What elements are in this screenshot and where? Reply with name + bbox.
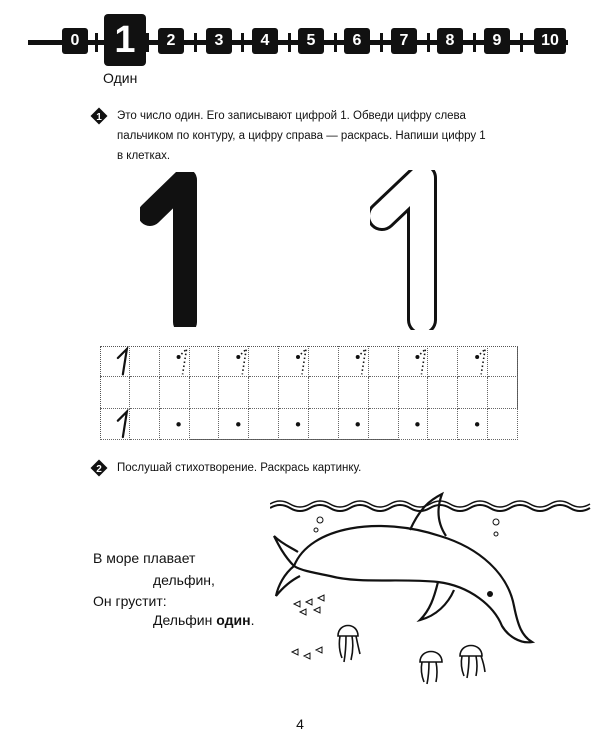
svg-text:1: 1	[96, 112, 102, 123]
trace-digit-one-icon	[477, 349, 485, 374]
trace-digit-one-icon	[417, 349, 425, 374]
trace-digit-one-icon	[298, 349, 306, 374]
number-10: 10	[534, 28, 566, 54]
poem-line: В море плавает	[93, 550, 196, 566]
number-line-tick	[146, 33, 149, 52]
dolphin-illustration	[270, 486, 595, 696]
task2-instructions: Послушай стихотворение. Раскрась картинку.	[117, 462, 362, 474]
trace-digit-one-icon	[179, 349, 187, 374]
poem-line: Он грустит:	[93, 593, 167, 609]
grid-guides	[100, 346, 518, 440]
trace-digit-one-icon	[358, 349, 366, 374]
task1-instructions	[117, 106, 577, 166]
sample-digit-one-icon	[118, 349, 127, 374]
number-6: 6	[344, 28, 370, 54]
number-line-tick	[194, 33, 197, 52]
number-line-tick	[520, 33, 523, 52]
number-line-tick	[334, 33, 337, 52]
start-dot	[356, 422, 360, 426]
start-dot	[296, 422, 300, 426]
page-number: 4	[296, 716, 304, 732]
number-7: 7	[391, 28, 417, 54]
number-1-highlighted: 1	[104, 14, 146, 66]
start-dot	[236, 422, 240, 426]
outline-digit-one-icon	[370, 170, 450, 330]
trace-digit-one-icon	[238, 349, 246, 374]
number-8: 8	[437, 28, 463, 54]
number-line-tick	[288, 33, 291, 52]
number-line-tick	[427, 33, 430, 52]
writing-grid[interactable]	[100, 346, 518, 440]
number-line-tick	[473, 33, 476, 52]
number-4: 4	[252, 28, 278, 54]
task1-line: пальчиком по контуру, а цифру справа — раскрась. Напиши цифру 1	[117, 130, 486, 142]
svg-text:2: 2	[96, 464, 102, 475]
task1-line: Это число один. Его записывают цифрой 1. Обведи цифру слева	[117, 110, 466, 122]
poem-line: Дельфин один.	[153, 612, 255, 628]
number-line-tick	[380, 33, 383, 52]
number-9: 9	[484, 28, 510, 54]
start-dot	[475, 422, 479, 426]
number-line-tick	[241, 33, 244, 52]
task-badge-2-icon	[90, 459, 108, 477]
number-3: 3	[206, 28, 232, 54]
start-dot	[415, 422, 419, 426]
number-2: 2	[158, 28, 184, 54]
number-5: 5	[298, 28, 324, 54]
start-dot	[176, 422, 180, 426]
task1-line: в клетках.	[117, 150, 171, 162]
poem-line: дельфин,	[153, 572, 215, 588]
number-line-tick	[95, 33, 98, 52]
solid-digit-one-icon	[140, 172, 210, 327]
task-badge-1-icon	[90, 107, 108, 125]
number-line	[0, 0, 600, 80]
sample-digit-one-icon	[118, 412, 127, 437]
number-0: 0	[62, 28, 88, 54]
page-title: Один	[103, 70, 138, 86]
